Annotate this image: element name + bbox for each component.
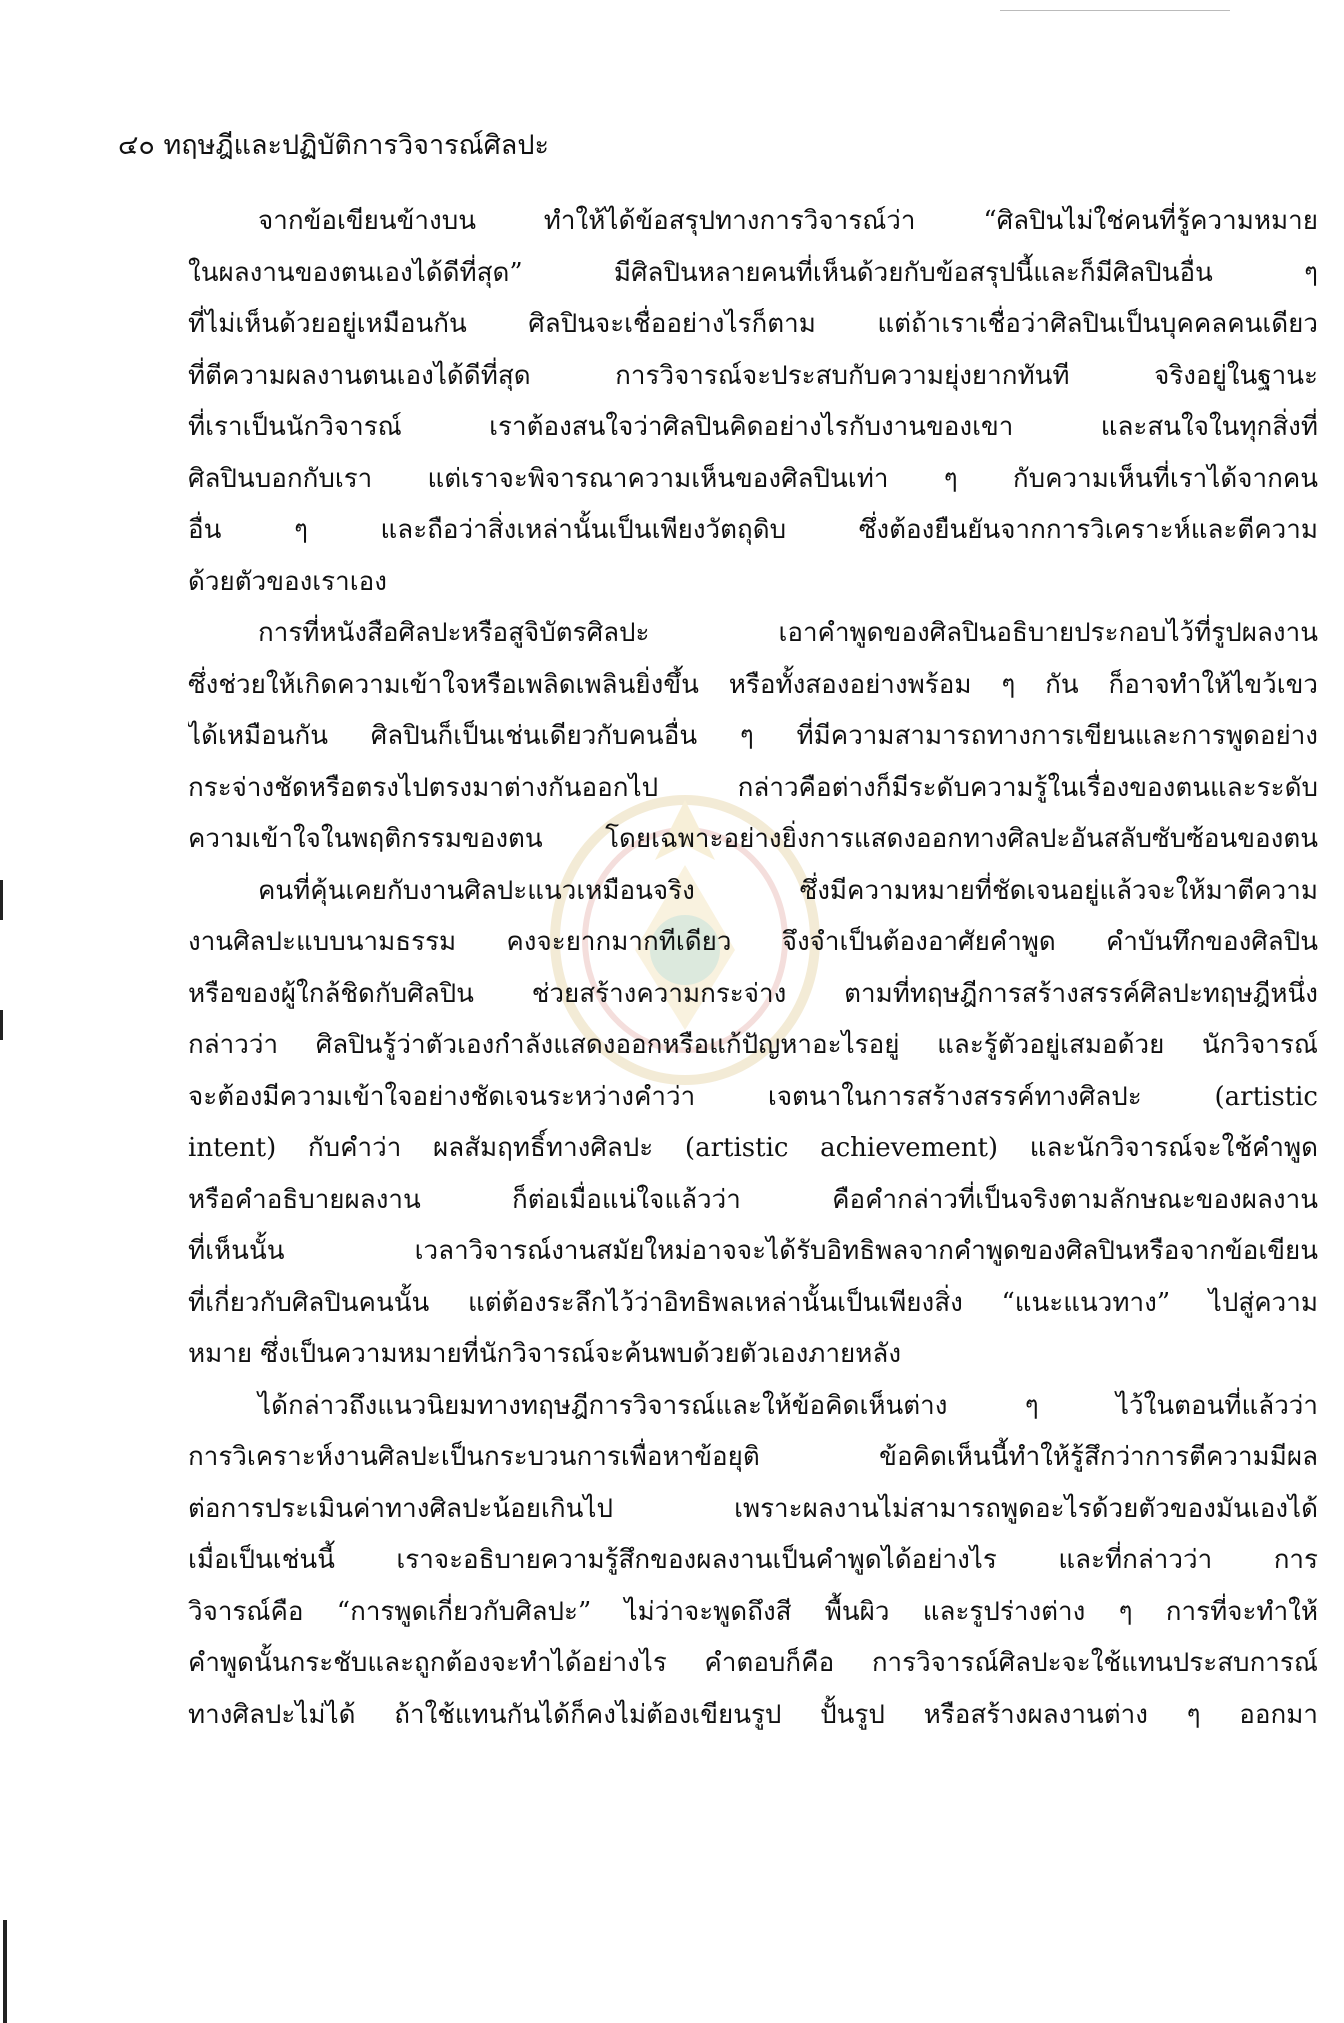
body-line: ความเข้าใจในพฤติกรรมของตน โดยเฉพาะอย่างยิ่งการแสดงออกทางศิลปะอันสลับซับซ้อนของตน (188, 824, 1318, 854)
body-line: ด้วยตัวของเราเอง (188, 566, 387, 597)
body-line: คนที่คุ้นเคยกับงานศิลปะแนวเหมือนจริง ซึ่งมีความหมายที่ชัดเจนอยู่แล้วจะให้มาตีความ (258, 875, 1318, 906)
body-line: ต่อการประเมินค่าทางศิลปะน้อยเกินไป เพราะผลงานไม่สามารถพูดอะไรด้วยตัวของมันเองได้ (188, 1493, 1318, 1524)
body-line: หรือคำอธิบายผลงาน ก็ต่อเมื่อแน่ใจแล้วว่า คือคำกล่าวที่เป็นจริงตามลักษณะของผลงาน (188, 1184, 1318, 1215)
body-line: การที่หนังสือศิลปะหรือสูจิบัตรศิลปะ เอาคำพูดของศิลปินอธิบายประกอบไว้ที่รูปผลงาน (258, 618, 1318, 648)
body-line: ที่เราเป็นนักวิจารณ์ เราต้องสนใจว่าศิลปินคิดอย่างไรกับงานของเขา และสนใจในทุกสิ่งที่ (188, 412, 1318, 442)
body-line: เมื่อเป็นเช่นนี้ เราจะอธิบายความรู้สึกของผลงานเป็นคำพูดได้อย่างไร และที่กล่าวว่า การ (188, 1545, 1318, 1575)
body-line: วิจารณ์คือ “การพูดเกี่ยวกับศิลปะ” ไม่ว่าจะพูดถึงสี พื้นผิว และรูปร่างต่าง ๆ การที่จะทำให้ (188, 1596, 1318, 1627)
body-line: intent) กับคำว่า ผลสัมฤทธิ์ทางศิลปะ (artistic achievement) และนักวิจารณ์จะใช้คำพูด (188, 1133, 1318, 1163)
scan-edge-mark (0, 1010, 3, 1040)
scan-edge-mark (0, 880, 3, 920)
body-line: กล่าวว่า ศิลปินรู้ว่าตัวเองกำลังแสดงออกหรือแก้ปัญหาอะไรอยู่ และรู้ตัวอยู่เสมอด้วย นักวิจารณ์ (188, 1030, 1318, 1060)
body-line: ได้กล่าวถึงแนวนิยมทางทฤษฎีการวิจารณ์และให้ข้อคิดเห็นต่าง ๆ ไว้ในตอนที่แล้วว่า (258, 1390, 1318, 1421)
body-line: ที่เกี่ยวกับศิลปินคนนั้น แต่ต้องระลึกไว้ว่าอิทธิพลเหล่านั้นเป็นเพียงสิ่ง “แนะแนวทาง” ไปสู่ความ (188, 1287, 1318, 1318)
body-line: การวิเคราะห์งานศิลปะเป็นกระบวนการเพื่อหาข้อยุติ ข้อคิดเห็นนี้ทำให้รู้สึกว่าการตีความมีผล (188, 1442, 1318, 1472)
body-text (188, 196, 1318, 1741)
body-line: ที่ไม่เห็นด้วยอยู่เหมือนกัน ศิลปินจะเชื่ออย่างไรก็ตาม แต่ถ้าเราเชื่อว่าศิลปินเป็นบุคคลคนเดียว (188, 309, 1318, 339)
body-line: ที่ตีความผลงานตนเองได้ดีที่สุด การวิจารณ์จะประสบกับความยุ่งยากทันที จริงอยู่ในฐานะ (188, 360, 1318, 391)
body-line: ได้เหมือนกัน ศิลปินก็เป็นเช่นเดียวกับคนอื่น ๆ ที่มีความสามารถทางการเขียนและการพูดอย่าง (188, 721, 1318, 751)
body-line: คำพูดนั้นกระชับและถูกต้องจะทำได้อย่างไร คำตอบก็คือ การวิจารณ์ศิลปะจะใช้แทนประสบการณ์ (188, 1648, 1318, 1678)
body-line: กระจ่างชัดหรือตรงไปตรงมาต่างกันออกไป กล่าวคือต่างก็มีระดับความรู้ในเรื่องของตนและระดับ (188, 772, 1318, 803)
body-line: จากข้อเขียนข้างบน ทำให้ได้ข้อสรุปทางการวิจารณ์ว่า “ศิลปินไม่ใช่คนที่รู้ความหมาย (258, 206, 1318, 236)
body-line: ศิลปินบอกกับเรา แต่เราจะพิจารณาความเห็นของศิลปินเท่า ๆ กับความเห็นที่เราได้จากคน (188, 463, 1318, 494)
body-line: หรือของผู้ใกล้ชิดกับศิลปิน ช่วยสร้างความกระจ่าง ตามที่ทฤษฎีการสร้างสรรค์ศิลปะทฤษฎีหนึ่ง (188, 978, 1318, 1009)
body-line: จะต้องมีความเข้าใจอย่างชัดเจนระหว่างคำว่า เจตนาในการสร้างสรรค์ทางศิลปะ (artistic (188, 1081, 1318, 1112)
scan-top-edge (1000, 0, 1230, 11)
body-line: ซึ่งช่วยให้เกิดความเข้าใจหรือเพลิดเพลินยิ่งขึ้น หรือทั้งสองอย่างพร้อม ๆ กัน ก็อาจทำให้ไขว้เขว (188, 669, 1318, 700)
body-line: หมาย ซึ่งเป็นความหมายที่นักวิจารณ์จะค้นพบด้วยตัวเองภายหลัง (188, 1339, 902, 1369)
body-line: อื่น ๆ และถือว่าสิ่งเหล่านั้นเป็นเพียงวัตถุดิบ ซึ่งต้องยืนยันจากการวิเคราะห์และตีความ (188, 515, 1318, 545)
running-head: ๔๐ ทฤษฎีและปฏิบัติการวิจารณ์ศิลปะ (118, 130, 549, 161)
scan-edge-mark (3, 1920, 7, 2023)
body-line: งานศิลปะแบบนามธรรม คงจะยากมากทีเดียว จึงจำเป็นต้องอาศัยคำพูด คำบันทึกของศิลปิน (188, 927, 1318, 957)
body-line: ที่เห็นนั้น เวลาวิจารณ์งานสมัยใหม่อาจจะได้รับอิทธิพลจากคำพูดของศิลปินหรือจากข้อเขียน (188, 1236, 1318, 1266)
body-line: ในผลงานของตนเองได้ดีที่สุด” มีศิลปินหลายคนที่เห็นด้วยกับข้อสรุปนี้และก็มีศิลปินอื่น ๆ (188, 257, 1318, 288)
body-line: ทางศิลปะไม่ได้ ถ้าใช้แทนกันได้ก็คงไม่ต้องเขียนรูป ปั้นรูป หรือสร้างผลงานต่าง ๆ ออกมา (188, 1699, 1318, 1730)
